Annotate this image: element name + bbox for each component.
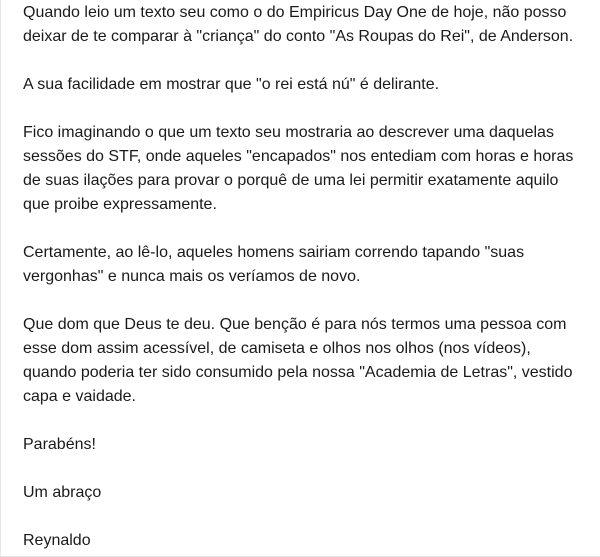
text-line: esse dom assim acessível, de camiseta e olhos nos olhos (nos vídeos), xyxy=(23,340,531,357)
text-line: Certamente, ao lê-lo, aqueles homens sairiam correndo tapando "suas xyxy=(23,244,525,261)
text-line: Um abraço xyxy=(23,484,102,501)
text-line: Parabéns! xyxy=(23,436,96,453)
paragraph-facility xyxy=(23,73,600,97)
text-line: que proibe expressamente. xyxy=(23,196,217,213)
text-line: quando poderia ter sido consumido pela nossa "Academia de Letras", vestido xyxy=(23,364,573,381)
signature-name: Reynaldo xyxy=(23,532,91,549)
text-line: Que dom que Deus te deu. Que benção é para nós termos uma pessoa com xyxy=(23,316,567,333)
paragraph-stf xyxy=(23,121,600,217)
text-line: sessões do STF, onde aqueles "encapados" nos entediam com horas e horas xyxy=(23,148,574,165)
text-line: vergonhas" e nunca mais os veríamos de novo. xyxy=(23,268,361,285)
paragraph-intro xyxy=(23,1,600,49)
text-line: de suas ilações para provar o porquê de uma lei permitir exatamente aquilo xyxy=(23,172,559,189)
paragraph-certainly xyxy=(23,241,600,289)
text-line: deixar de te comparar à "criança" do conto "As Roupas do Rei", de Anderson. xyxy=(23,28,574,45)
paragraph-congrats xyxy=(23,433,600,457)
text-line: Quando leio um texto seu como o do Empiricus Day One de hoje, não posso xyxy=(23,4,567,21)
paragraph-closing xyxy=(23,481,600,505)
text-line: Fico imaginando o que um texto seu mostraria ao descrever uma daquelas xyxy=(23,124,554,141)
text-line: capa e vaidade. xyxy=(23,388,136,405)
text-line: A sua facilidade em mostrar que "o rei está nú" é delirante. xyxy=(23,76,440,93)
paragraph-gift xyxy=(23,313,600,409)
paragraph-signature xyxy=(23,529,600,553)
